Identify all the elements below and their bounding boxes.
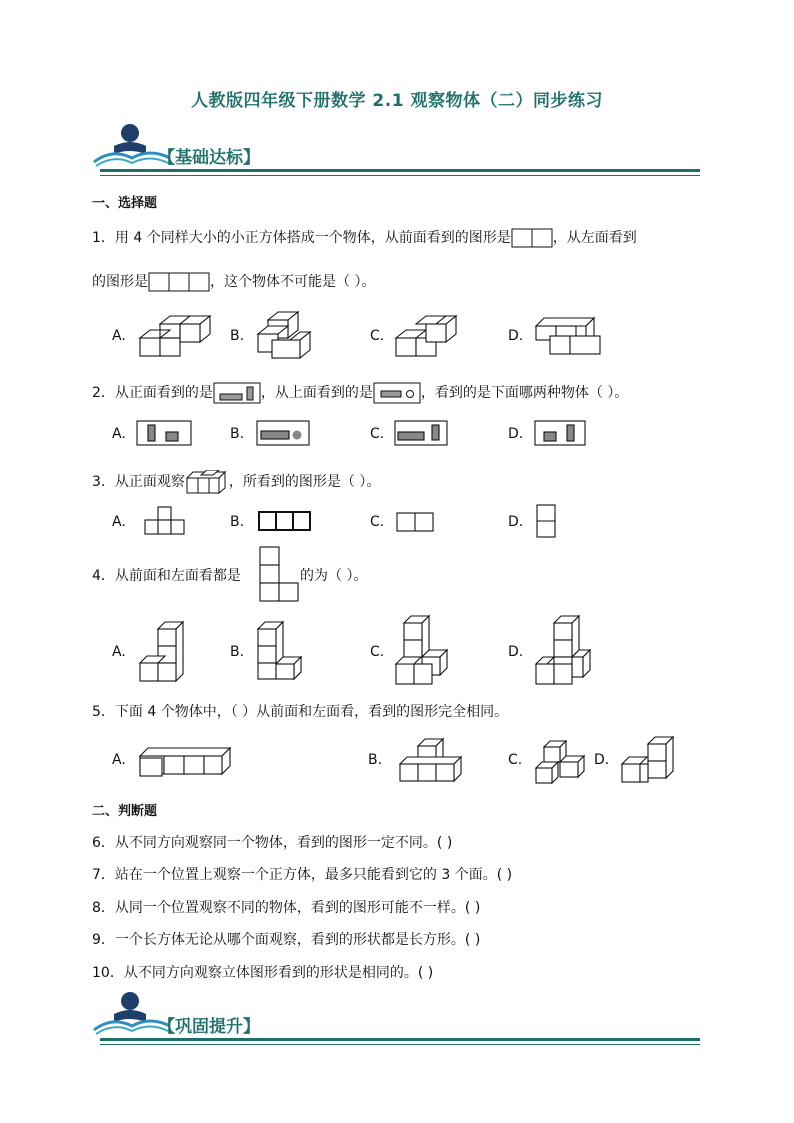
cube-figure-3 — [185, 470, 229, 494]
cube-figure-4b — [256, 620, 306, 684]
option-b-label[interactable]: B. — [230, 426, 245, 442]
option-d-label[interactable]: D. — [508, 328, 524, 344]
cube-figure-4a — [138, 620, 188, 684]
target-view-figure-4 — [259, 546, 301, 604]
option-c-label[interactable]: C. — [370, 644, 385, 660]
section-heading-choice: 一、选择题 — [92, 196, 158, 211]
cube-figure-5d — [620, 734, 678, 784]
section-heading-judge: 二、判断题 — [92, 804, 158, 819]
cube-figure-4c — [394, 614, 456, 688]
cube-figure-1a — [138, 312, 208, 358]
cube-figure-5b — [398, 736, 464, 782]
section-banner-basic: 【基础达标】 — [158, 148, 260, 168]
option-d-label[interactable]: D. — [508, 426, 524, 442]
option-d-label[interactable]: D. — [594, 752, 610, 768]
object-pair-2d — [534, 420, 586, 446]
option-a-label[interactable]: A. — [112, 426, 126, 442]
view-shape-3c — [396, 512, 436, 534]
view-shape-3d — [536, 504, 558, 540]
left-view-figure — [148, 272, 210, 292]
banner-rule — [100, 1044, 700, 1045]
cube-figure-1b — [256, 310, 316, 360]
question-4-text: 4．从前面和左面看都是 — [92, 568, 241, 584]
option-d-label[interactable]: D. — [508, 514, 524, 530]
question-3-text: ，所看到的图形是（ ）。 — [228, 474, 381, 490]
cube-figure-1d — [534, 316, 604, 356]
object-pair-2a — [136, 420, 192, 446]
object-pair-2c — [394, 420, 448, 446]
banner-rule — [100, 169, 700, 172]
option-b-label[interactable]: B. — [230, 644, 245, 660]
page-title: 人教版四年级下册数学 2.1 观察物体（二）同步练习 — [191, 91, 603, 111]
banner-rule — [100, 175, 700, 176]
cube-figure-5a — [138, 744, 234, 778]
option-a-label[interactable]: A. — [112, 752, 126, 768]
question-4-cont — [300, 566, 367, 586]
option-b-label[interactable]: B. — [230, 328, 245, 344]
option-c-label[interactable]: C. — [508, 752, 523, 768]
question-2-text: ，看到的是下面哪两种物体（ ）。 — [420, 385, 629, 401]
question-1-text: 1．用 4 个同样大小的小正方体搭成一个物体，从前面看到的图形是 — [92, 230, 511, 246]
top-view-figure — [373, 382, 421, 404]
option-c-label[interactable]: C. — [370, 426, 385, 442]
question-5: 5．下面 4 个物体中，（ ）从前面和左面看，看到的图形完全相同。 — [92, 704, 509, 720]
cube-figure-1c — [394, 312, 460, 358]
option-d-label[interactable]: D. — [508, 644, 524, 660]
front-view-figure — [511, 228, 553, 248]
question-4-text: 的为（ ）。 — [300, 568, 368, 584]
option-b-label[interactable]: B. — [368, 752, 383, 768]
object-pair-2b — [256, 420, 310, 446]
question-1-text: 的图形是 — [92, 274, 148, 290]
question-7: 7．站在一个位置上观察一个正方体，最多只能看到它的 3 个面。( ) — [92, 867, 513, 883]
question-1 — [92, 228, 637, 248]
question-6: 6．从不同方向观察同一个物体，看到的图形一定不同。( ) — [92, 835, 453, 851]
cube-figure-4d — [534, 614, 596, 688]
question-1-text: ，从左面看到 — [552, 230, 637, 246]
option-b-label[interactable]: B. — [230, 514, 245, 530]
section-banner-advanced: 【巩固提升】 — [158, 1017, 260, 1037]
front-view-figure — [213, 382, 261, 404]
cube-figure-5c — [534, 738, 588, 784]
question-3 — [92, 470, 380, 494]
option-a-label[interactable]: A. — [112, 644, 126, 660]
banner-rule — [100, 1038, 700, 1041]
question-2-text: 2．从正面看到的是 — [92, 385, 213, 401]
view-shape-3a — [144, 506, 186, 536]
question-4 — [92, 566, 241, 586]
question-9: 9．一个长方体无论从哪个面观察，看到的形状都是长方形。( ) — [92, 932, 481, 948]
option-c-label[interactable]: C. — [370, 328, 385, 344]
question-10: 10．从不同方向观察立体图形看到的形状是相同的。( ) — [92, 965, 434, 981]
view-shape-3b — [258, 511, 312, 533]
question-2 — [92, 382, 628, 404]
question-3-text: 3．从正面观察 — [92, 474, 185, 490]
question-1-cont — [92, 272, 375, 292]
option-c-label[interactable]: C. — [370, 514, 385, 530]
option-a-label[interactable]: A. — [112, 514, 126, 530]
question-1-text: ，这个物体不可能是（ ）。 — [210, 274, 376, 290]
question-8: 8．从同一个位置观察不同的物体，看到的图形可能不一样。( ) — [92, 900, 481, 916]
option-a-label[interactable]: A. — [112, 328, 126, 344]
question-2-text: ，从上面看到的是 — [260, 385, 373, 401]
